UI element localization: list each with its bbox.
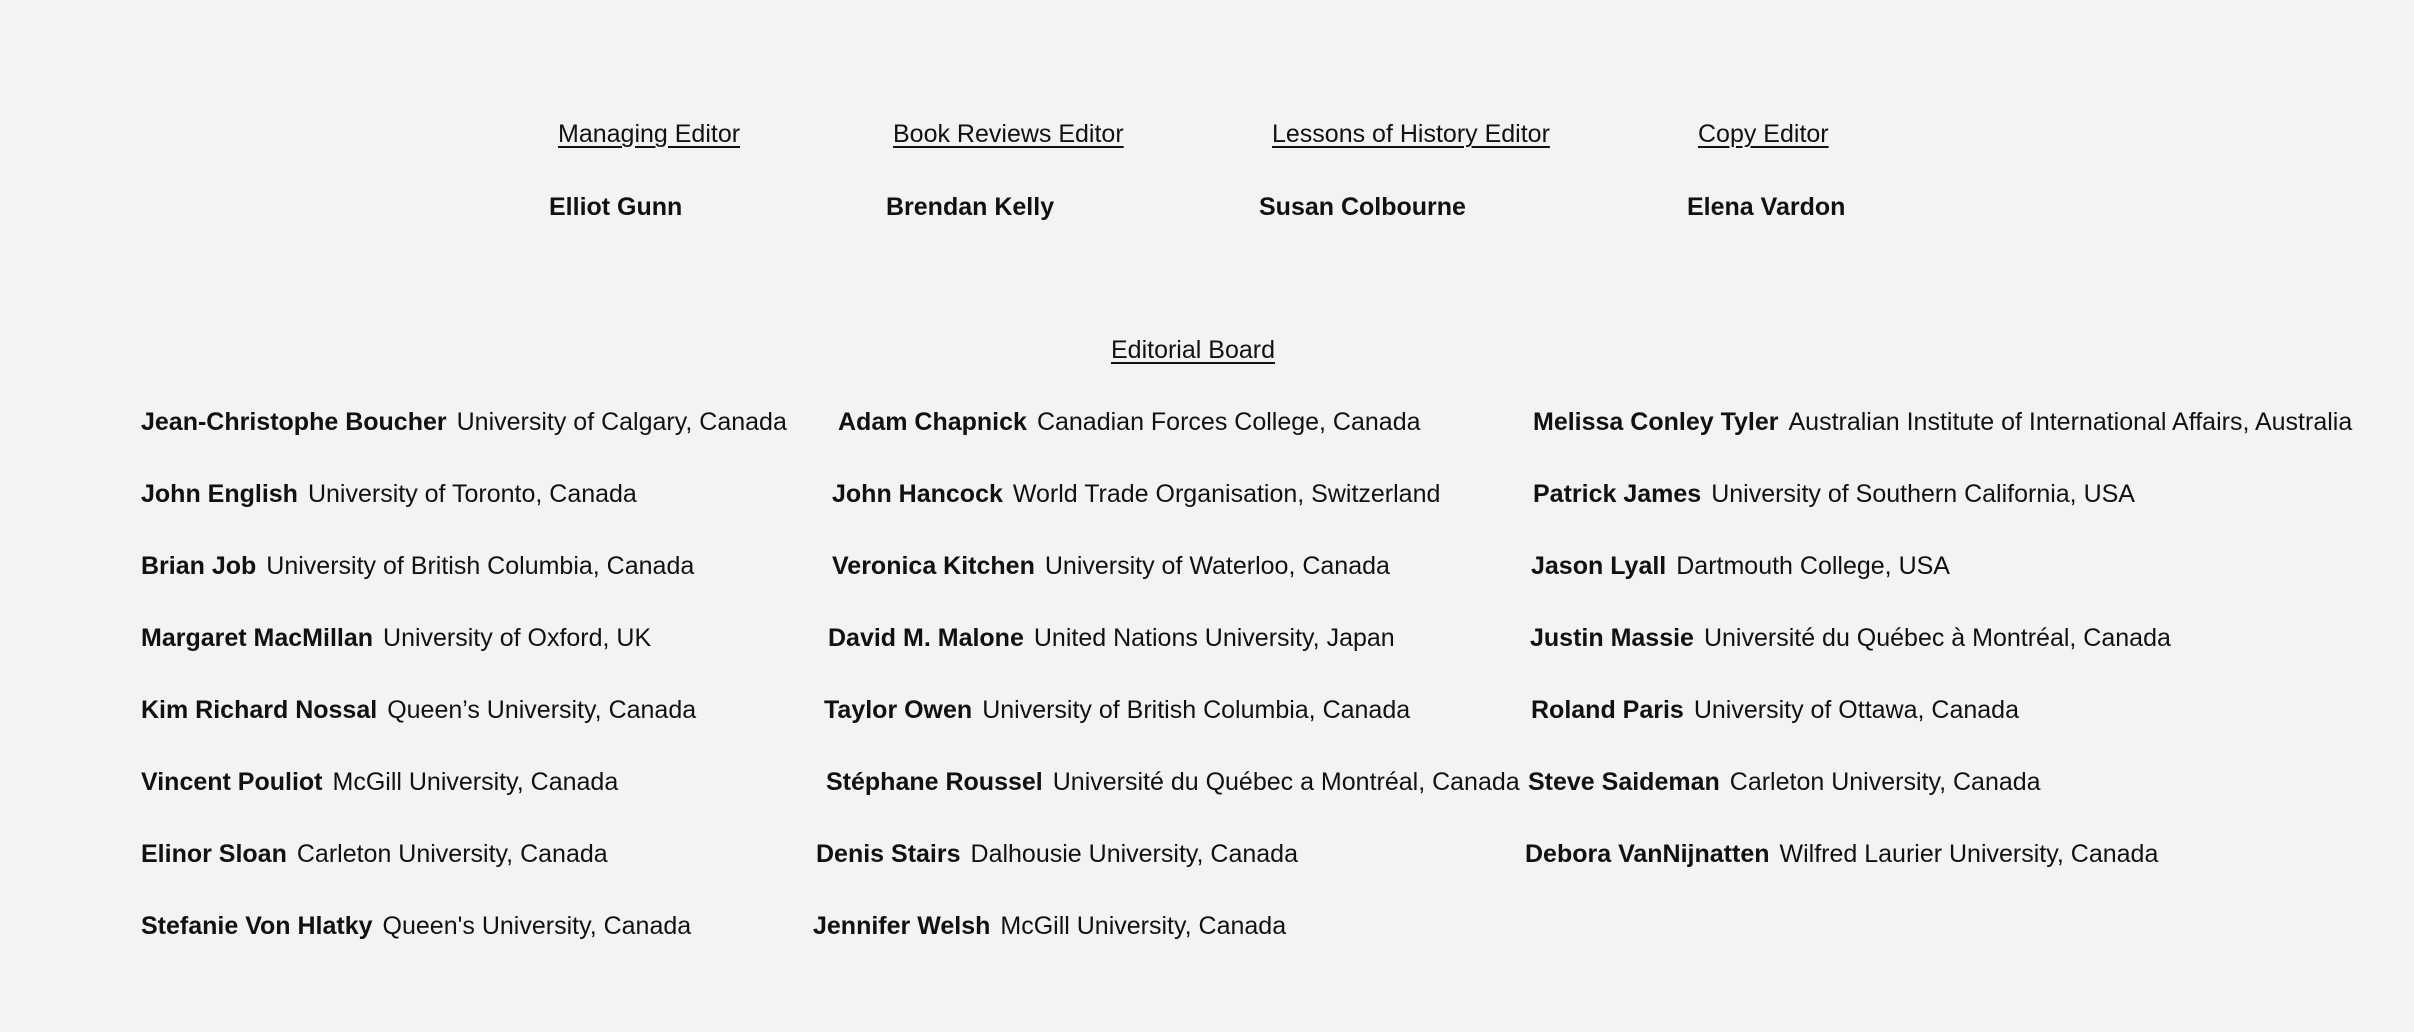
board-member <box>1533 482 2135 507</box>
member-institution: Carleton University, Canada <box>296 840 608 868</box>
member-name: Justin Massie <box>1530 624 1694 652</box>
member-institution: University of Toronto, Canada <box>307 480 637 508</box>
member-name: Margaret MacMillan <box>141 624 374 652</box>
editor-name-book-reviews: Brendan Kelly <box>886 193 1055 221</box>
board-member <box>816 842 1298 867</box>
board-member <box>141 626 651 651</box>
board-member <box>141 554 694 579</box>
member-institution: University of Ottawa, Canada <box>1693 696 2019 724</box>
member-institution: University of Waterloo, Canada <box>1044 552 1390 580</box>
member-name: Debora VanNijnatten <box>1525 840 1770 868</box>
member-institution: University of British Columbia, Canada <box>266 552 695 580</box>
board-member <box>838 410 1421 435</box>
member-name: Elinor Sloan <box>141 840 287 868</box>
member-institution: University of British Columbia, Canada <box>982 696 1411 724</box>
member-institution: Université du Québec à Montréal, Canada <box>1703 624 2171 652</box>
member-institution: McGill University, Canada <box>332 768 619 796</box>
member-name: Denis Stairs <box>816 840 961 868</box>
member-institution: University of Calgary, Canada <box>456 408 787 436</box>
member-name: John Hancock <box>832 480 1003 508</box>
member-institution: Dalhousie University, Canada <box>970 840 1298 868</box>
board-member <box>1525 842 2158 867</box>
member-name: Veronica Kitchen <box>832 552 1035 580</box>
board-member <box>1531 698 2019 723</box>
member-institution: Australian Institute of International Affairs, Australia <box>1788 408 2353 436</box>
member-institution: Dartmouth College, USA <box>1676 552 1950 580</box>
member-name: Kim Richard Nossal <box>141 696 378 724</box>
board-member <box>828 626 1395 651</box>
editor-role-copy[interactable]: Copy Editor <box>1698 120 1829 148</box>
member-institution: United Nations University, Japan <box>1033 624 1395 652</box>
member-institution: Queen's University, Canada <box>382 912 692 940</box>
editor-name-copy: Elena Vardon <box>1687 193 1846 221</box>
member-name: Jennifer Welsh <box>813 912 991 940</box>
editor-role-book-reviews[interactable]: Book Reviews Editor <box>893 120 1124 148</box>
board-member <box>1530 626 2171 651</box>
board-member <box>141 698 696 723</box>
member-institution: McGill University, Canada <box>1000 912 1287 940</box>
board-member <box>141 914 691 939</box>
member-name: Stefanie Von Hlatky <box>141 912 373 940</box>
member-name: Brian Job <box>141 552 257 580</box>
member-name: Taylor Owen <box>824 696 973 724</box>
board-member <box>813 914 1286 939</box>
editor-name-managing: Elliot Gunn <box>549 193 683 221</box>
member-institution: University of Oxford, UK <box>383 624 652 652</box>
board-member <box>141 410 787 435</box>
member-name: John English <box>141 480 298 508</box>
board-member <box>1531 554 1950 579</box>
member-name: Steve Saideman <box>1528 768 1720 796</box>
board-member <box>826 770 1520 795</box>
editorial-board-title[interactable]: Editorial Board <box>1111 336 1275 364</box>
editor-role-managing[interactable]: Managing Editor <box>558 120 741 148</box>
editor-name-lessons-of-history: Susan Colbourne <box>1259 193 1466 221</box>
member-name: Melissa Conley Tyler <box>1533 408 1779 436</box>
board-member <box>832 554 1390 579</box>
member-institution: Wilfred Laurier University, Canada <box>1779 840 2159 868</box>
member-name: Patrick James <box>1533 480 1702 508</box>
member-name: Vincent Pouliot <box>141 768 323 796</box>
member-name: Roland Paris <box>1531 696 1684 724</box>
editor-role-lessons-of-history[interactable]: Lessons of History Editor <box>1272 120 1550 148</box>
member-name: David M. Malone <box>828 624 1024 652</box>
board-member <box>141 482 637 507</box>
member-institution: University of Southern California, USA <box>1711 480 2135 508</box>
member-institution: Queen’s University, Canada <box>387 696 697 724</box>
member-name: Jean-Christophe Boucher <box>141 408 447 436</box>
board-member <box>832 482 1440 507</box>
board-member <box>141 770 618 795</box>
member-name: Adam Chapnick <box>838 408 1027 436</box>
member-name: Jason Lyall <box>1531 552 1667 580</box>
member-name: Stéphane Roussel <box>826 768 1043 796</box>
member-institution: Université du Québec a Montréal, Canada <box>1052 768 1520 796</box>
board-member <box>141 842 608 867</box>
board-member <box>1533 410 2352 435</box>
member-institution: Carleton University, Canada <box>1729 768 2041 796</box>
member-institution: World Trade Organisation, Switzerland <box>1012 480 1441 508</box>
member-institution: Canadian Forces College, Canada <box>1036 408 1421 436</box>
board-member <box>1528 770 2041 795</box>
board-member <box>824 698 1410 723</box>
